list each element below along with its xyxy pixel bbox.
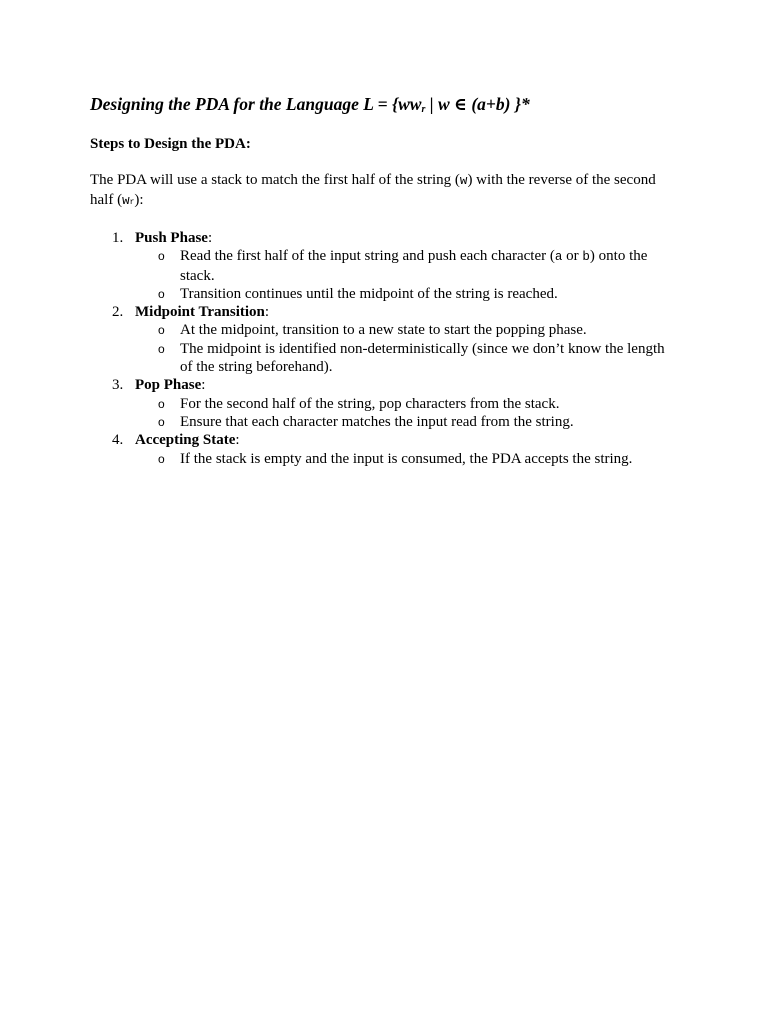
section-heading: Steps to Design the PDA:: [90, 136, 251, 152]
step-label: Midpoint Transition: [135, 304, 265, 321]
list-item: [135, 247, 680, 285]
bullet-text: ) onto the stack.: [180, 248, 648, 284]
bullet-icon: o: [158, 249, 165, 264]
title-suffix: (a+b) }*: [466, 94, 530, 114]
bullet-text: The midpoint is identified non-deterministically (since we don’t know the length of the string beforehand).: [180, 340, 665, 376]
document-page: [90, 92, 680, 468]
step-number: 3.: [112, 377, 124, 394]
step-number: 1.: [112, 230, 124, 246]
sub-bullet-list: [135, 321, 680, 376]
step-label-colon: :: [207, 230, 213, 246]
bullet-code-a: a: [554, 250, 563, 265]
step-item: [90, 229, 680, 303]
intro-text-3: ):: [134, 191, 144, 208]
step-item: [90, 376, 680, 431]
list-item: [135, 340, 680, 377]
sub-bullet-list: [135, 395, 680, 432]
step-label-colon: :: [235, 432, 240, 449]
step-item: [90, 303, 680, 376]
bullet-icon: o: [158, 286, 165, 301]
bullet-icon: o: [158, 414, 165, 429]
bullet-text: or: [562, 248, 583, 265]
bullet-icon: o: [158, 323, 165, 338]
bullet-text: If the stack is empty and the input is consumed, the PDA accepts the string.: [180, 450, 633, 467]
step-label: Push Phase: [135, 230, 208, 246]
intro-code-wr-sub: r: [129, 197, 135, 207]
step-number: 4.: [112, 432, 124, 449]
element-of-symbol: ∈: [454, 94, 467, 114]
title-prefix: Designing the PDA for the Language L = {ww: [90, 94, 422, 114]
list-item: [135, 395, 680, 413]
steps-list: [90, 229, 680, 468]
intro-code-w: w: [459, 174, 468, 188]
intro-text-1: The PDA will use a stack to match the first half of the string (: [90, 172, 460, 188]
step-item: [90, 431, 680, 468]
sub-bullet-list: [135, 247, 680, 303]
step-label: Accepting State: [135, 432, 236, 449]
bullet-text: Transition continues until the midpoint of the string is reached.: [180, 285, 558, 302]
list-item: [135, 321, 680, 339]
list-item: [135, 450, 680, 468]
sub-bullet-list: [135, 450, 680, 468]
bullet-icon: o: [158, 451, 165, 466]
step-number: 2.: [112, 304, 124, 321]
list-item: [135, 285, 680, 303]
bullet-icon: o: [158, 396, 165, 411]
intro-code-wr: w: [122, 193, 130, 208]
title-middle: | w: [425, 94, 454, 114]
step-label-colon: :: [264, 304, 270, 321]
intro-text-2: ) with the reverse of the second half (: [90, 172, 656, 208]
bullet-text: Ensure that each character matches the input read from the string.: [180, 413, 574, 430]
bullet-text: For the second half of the string, pop characters from the stack.: [180, 395, 560, 412]
list-item: [135, 413, 680, 431]
step-label-colon: :: [201, 377, 206, 394]
bullet-text: Read the first half of the input string and push each character (: [180, 248, 555, 265]
bullet-code-b: b: [582, 250, 590, 265]
bullet-text: At the midpoint, transition to a new state to start the popping phase.: [180, 322, 587, 339]
document-title: [90, 92, 680, 120]
bullet-icon: o: [158, 341, 165, 356]
step-label: Pop Phase: [135, 377, 202, 394]
title-subscript: r: [421, 104, 426, 115]
intro-paragraph: [90, 171, 680, 212]
